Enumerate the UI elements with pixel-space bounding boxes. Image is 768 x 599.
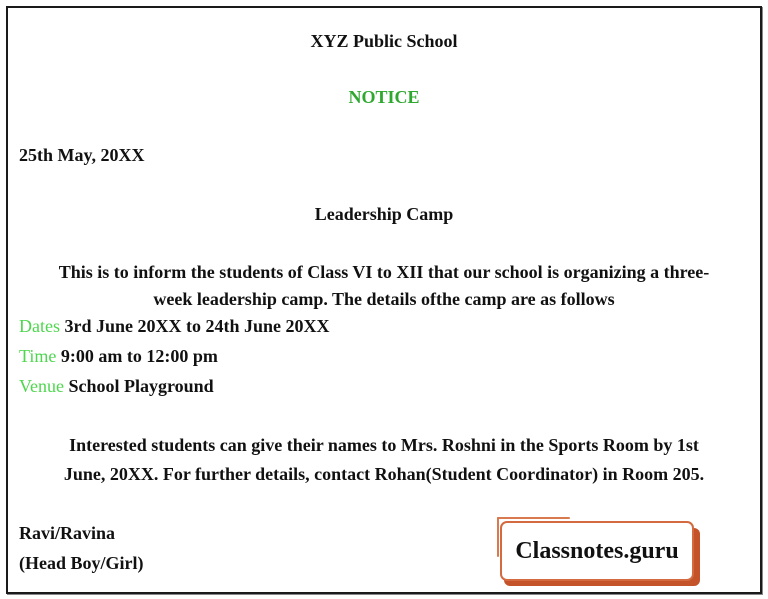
badge-decoration (497, 517, 499, 557)
badge-decoration (497, 517, 570, 519)
notice-heading: NOTICE (348, 87, 420, 107)
detail-label: Time (19, 346, 57, 366)
signatory-designation: (Head Boy/Girl) (19, 553, 144, 573)
detail-label: Venue (19, 376, 64, 396)
notice-date: 25th May, 20XX (19, 145, 145, 165)
signatory-name: Ravi/Ravina (19, 523, 116, 543)
detail-time (19, 345, 218, 367)
watermark-badge (490, 510, 705, 590)
detail-value: School Playground (68, 376, 214, 396)
detail-value: 9:00 am to 12:00 pm (60, 346, 218, 366)
watermark-text: Classnotes.guru (500, 521, 694, 581)
detail-dates (19, 315, 330, 337)
detail-label: Dates (19, 316, 60, 336)
intro-text-line-2: week leadership camp. The details ofthe camp are as follows (153, 289, 615, 309)
detail-value: 3rd June 20XX to 24th June 20XX (64, 316, 330, 336)
notice-subject: Leadership Camp (314, 204, 454, 224)
closing-text-line-2: June, 20XX. For further details, contact Rohan(Student Coordinator) in Room 205. (63, 464, 705, 484)
detail-venue (19, 375, 214, 397)
notice-frame (6, 6, 762, 594)
school-name: XYZ Public School (310, 31, 458, 51)
closing-text-line-1: Interested students can give their names to Mrs. Roshni in the Sports Room by 1st (69, 435, 699, 455)
intro-text-line-1: This is to inform the students of Class VI to XII that our school is organizing a three- (58, 262, 710, 282)
